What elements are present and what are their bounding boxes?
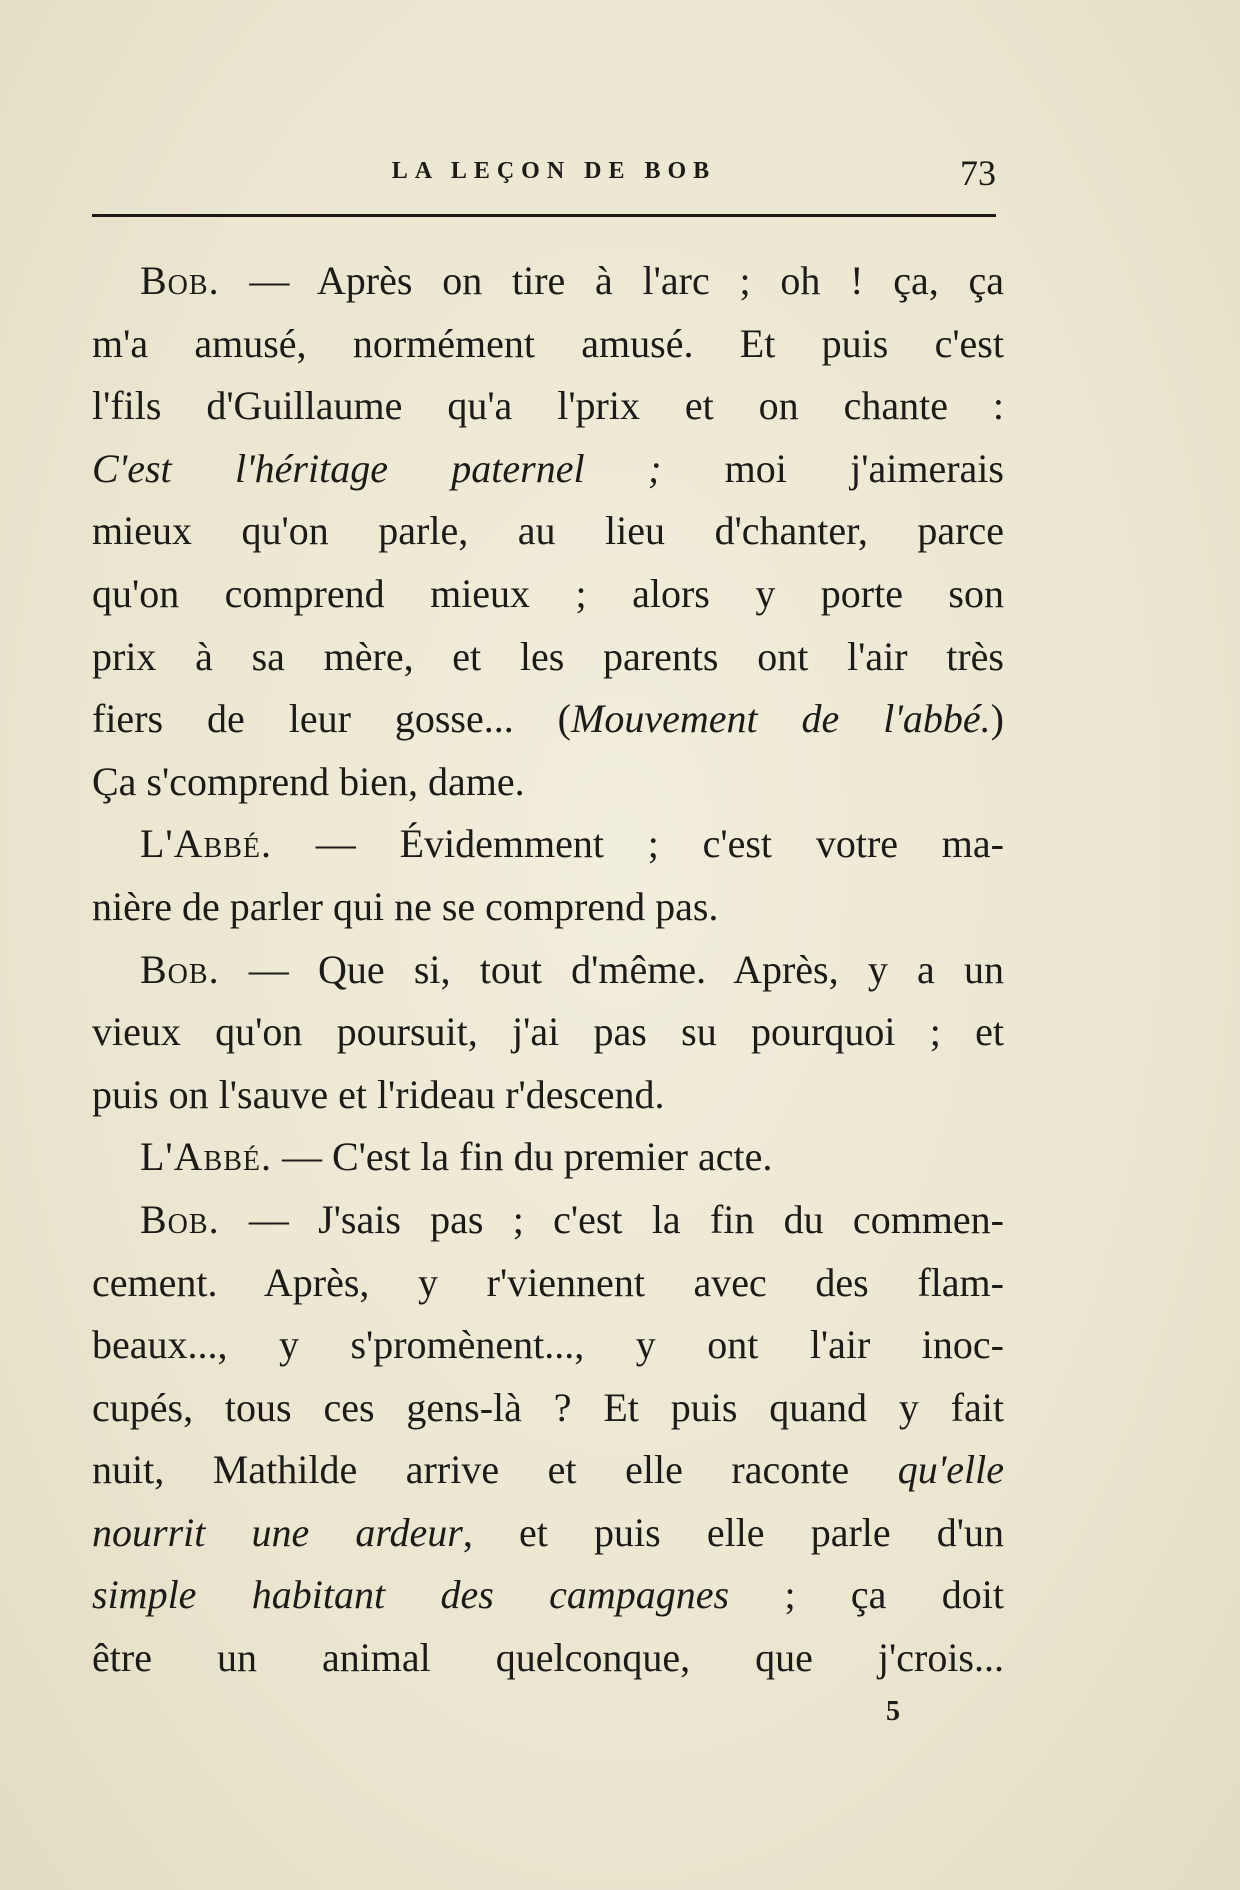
- text-line: [92, 1564, 1004, 1627]
- line-text: — C'est la fin du premier acte.: [271, 1134, 773, 1180]
- text-line: beaux..., y s'promènent..., y ont l'air inoc-: [92, 1322, 1004, 1368]
- text-line: puis on l'sauve et l'rideau r'descend.: [92, 1071, 665, 1117]
- text-line: [92, 688, 1004, 751]
- text-line: mieux qu'on parle, au lieu d'chanter, parce: [92, 508, 1004, 554]
- closing-paren: ): [990, 696, 1004, 742]
- line-text: fiers de leur gosse... (: [92, 696, 572, 742]
- line-text: — J'sais pas ; c'est la fin du commen-: [219, 1196, 1004, 1242]
- italic-text: nourrit une ardeur: [92, 1509, 463, 1555]
- speaker-name: Bob.: [140, 258, 220, 303]
- text-line: vieux qu'on poursuit, j'ai pas su pourquoi ; et: [92, 1009, 1004, 1055]
- text-line: m'a amusé, normément amusé. Et puis c'est: [92, 320, 1004, 366]
- text-line: [92, 1502, 1004, 1565]
- speaker-name: Bob.: [140, 946, 220, 992]
- text-line: [92, 250, 1004, 313]
- text-line: nière de parler qui ne se comprend pas.: [92, 883, 719, 929]
- text-line: l'fils d'Guillaume qu'a l'prix et on chante :: [92, 383, 1004, 429]
- line-text: moi j'aimerais: [661, 445, 1004, 491]
- signature-mark: 5: [886, 1696, 900, 1727]
- line-text: ; ça doit: [729, 1572, 1004, 1618]
- speaker-name: L'Abbé.: [140, 1134, 272, 1180]
- line-text: nuit, Mathilde arrive et elle raconte: [92, 1447, 898, 1493]
- line-text: — Que si, tout d'même. Après, y a un: [219, 946, 1004, 992]
- text-line: Ça s'comprend bien, dame.: [92, 758, 525, 804]
- text-line: cement. Après, y r'viennent avec des flam-: [92, 1259, 1004, 1305]
- text-line: cupés, tous ces gens-là ? Et puis quand y fait: [92, 1384, 1004, 1430]
- italic-text: C'est l'héritage paternel ;: [92, 445, 662, 491]
- text-line: [92, 813, 1004, 876]
- speaker-name: Bob.: [140, 1196, 220, 1242]
- text-line: prix à sa mère, et les parents ont l'air très: [92, 633, 1004, 679]
- running-title: LA LEÇON DE BOB: [391, 158, 717, 184]
- text-line: [92, 1439, 1004, 1502]
- text-line: qu'on comprend mieux ; alors y porte son: [92, 570, 1004, 616]
- text-line: [92, 1126, 1004, 1189]
- line-text: — Évidemment ; c'est votre ma-: [271, 821, 1004, 867]
- stage-direction: Mouvement de l'abbé.: [571, 696, 991, 742]
- italic-text: simple habitant des campagnes: [92, 1572, 730, 1618]
- page-number: 73: [960, 153, 996, 193]
- text-line: [92, 438, 1004, 501]
- speaker-name: L'Abbé.: [140, 821, 272, 867]
- line-text: — Après on tire à l'arc ; oh ! ça, ça: [219, 258, 1004, 303]
- header-rule: [92, 214, 996, 217]
- text-line: être un animal quelconque, que j'crois...: [92, 1635, 1004, 1681]
- italic-text: qu'elle: [897, 1447, 1004, 1493]
- body-text: [92, 250, 1004, 1690]
- text-line: [92, 1189, 1004, 1252]
- line-text: , et puis elle parle d'un: [462, 1509, 1005, 1555]
- running-head: [92, 152, 996, 200]
- text-line: [92, 939, 1004, 1002]
